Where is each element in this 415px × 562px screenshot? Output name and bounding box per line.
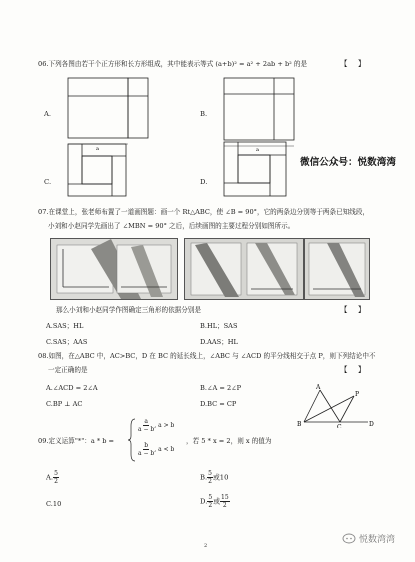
q09-b-num: 5 bbox=[208, 470, 212, 477]
q08-point-p: P bbox=[355, 391, 360, 398]
q09-brace bbox=[128, 418, 136, 462]
q06-a-dim-label: a bbox=[96, 146, 99, 152]
q07-photo-xiaozhao-1 bbox=[184, 238, 304, 300]
q09-case-2 bbox=[138, 442, 174, 457]
q08-point-b: B bbox=[297, 421, 302, 428]
q09-d-mid: 或 bbox=[213, 497, 220, 506]
q09-a-prefix: A. bbox=[46, 473, 54, 482]
q09-b-prefix: B. bbox=[200, 473, 208, 482]
q09-d-den1: 2 bbox=[208, 502, 213, 509]
q07-photo-xiaoliu bbox=[50, 238, 178, 300]
q06-figure-d bbox=[218, 138, 318, 200]
q06-b-dim-label: a bbox=[256, 147, 259, 152]
q09-d-num2: 15 bbox=[221, 494, 229, 501]
q08-point-c: C bbox=[337, 424, 342, 428]
q09-stem-pre: 09.定义运算"*"：a * b = bbox=[38, 437, 115, 445]
q09-case1-den: a − b bbox=[138, 426, 155, 433]
q08-option-b: B.∠A = 2∠P bbox=[200, 384, 242, 392]
q09-case2-den: a − b bbox=[138, 450, 155, 457]
q09-d-den2: 2 bbox=[222, 502, 227, 509]
q06-figure-c bbox=[62, 140, 162, 202]
q09-option-c: C.10 bbox=[46, 500, 62, 508]
q09-case-1 bbox=[138, 418, 174, 433]
q07-sub-question: 那么小刘和小赵同学作图确定三角形的依据分别是 bbox=[56, 306, 202, 314]
q06-label-d: D. bbox=[200, 178, 208, 186]
logo-text: 悦数湾湾 bbox=[359, 535, 396, 545]
q08-bracket: 【 】 bbox=[340, 365, 370, 374]
q08-option-c: C.BP ⊥ AC bbox=[46, 400, 83, 408]
q08-triangle-figure bbox=[296, 382, 376, 428]
q07-photo-xiaozhao-2 bbox=[304, 238, 370, 300]
logo bbox=[342, 532, 395, 545]
q09-option-d bbox=[200, 494, 230, 509]
q08-stem-line1: 08.如图，在△ABC 中，AC>BC，D 在 BC 的延长线上，∠ABC 与 ∠ACD 的平分线相交于点 P，则下列结论中不 bbox=[38, 352, 376, 360]
q09-a-num: 5 bbox=[54, 470, 58, 477]
q07-option-b: B.HL；SAS bbox=[200, 322, 238, 330]
q06-stem: 06.下列各图由若干个正方形和长方形组成，其中能表示等式 (a+b)² = a² + 2ab + b² 的是 bbox=[38, 60, 308, 68]
q07-option-a: A.SAS；HL bbox=[46, 322, 84, 330]
q09-option-a bbox=[46, 470, 59, 485]
q06-label-b: B. bbox=[200, 110, 208, 118]
q07-stem-line2: 小刘和小赵同学先画出了 ∠MBN = 90° 之后，后续画图的主要过程分别如图所示。 bbox=[48, 222, 295, 230]
q07-option-c: C.SAS；AAS bbox=[46, 338, 88, 346]
q06-label-a: A. bbox=[44, 110, 52, 118]
chat-bubble-icon bbox=[342, 533, 356, 545]
q08-point-d: D bbox=[369, 421, 374, 428]
q09-a-den: 2 bbox=[54, 478, 58, 485]
q08-stem-line2: 一定正确的是 bbox=[48, 366, 88, 374]
q08-point-a: A bbox=[316, 384, 321, 391]
q06-label-c: C. bbox=[44, 178, 52, 186]
q09-case2-cond: , a < b bbox=[154, 446, 175, 453]
q09-case1-num: a bbox=[144, 418, 148, 425]
q09-case1-cond: , a > b bbox=[154, 422, 175, 429]
q09-stem-post: ，若 5 * x = 2，则 x 的值为 bbox=[186, 437, 272, 445]
q08-option-a: A.∠ACD = 2∠A bbox=[46, 384, 98, 392]
q09-case2-num: b bbox=[144, 442, 149, 449]
q09-d-num1: 5 bbox=[208, 494, 213, 501]
page-number: 2 bbox=[204, 543, 208, 549]
q09-option-b bbox=[200, 470, 228, 485]
q06-bracket: 【 】 bbox=[340, 59, 370, 68]
q07-bracket: 【 】 bbox=[340, 305, 370, 314]
q07-option-d: D.AAS；HL bbox=[200, 338, 238, 346]
q09-d-prefix: D. bbox=[200, 497, 208, 506]
watermark-text: 微信公众号：悦数湾湾 bbox=[300, 157, 396, 168]
q08-option-d: D.BC = CP bbox=[200, 400, 237, 408]
q09-b-suffix: 或10 bbox=[212, 473, 229, 482]
q07-stem-line1: 07.在课堂上，张老师布置了一道画图题：画一个 Rt△ABC，使 ∠B = 90°，它的两条边分别等于两条已知线段， bbox=[38, 208, 370, 216]
q09-b-den: 2 bbox=[208, 478, 212, 485]
